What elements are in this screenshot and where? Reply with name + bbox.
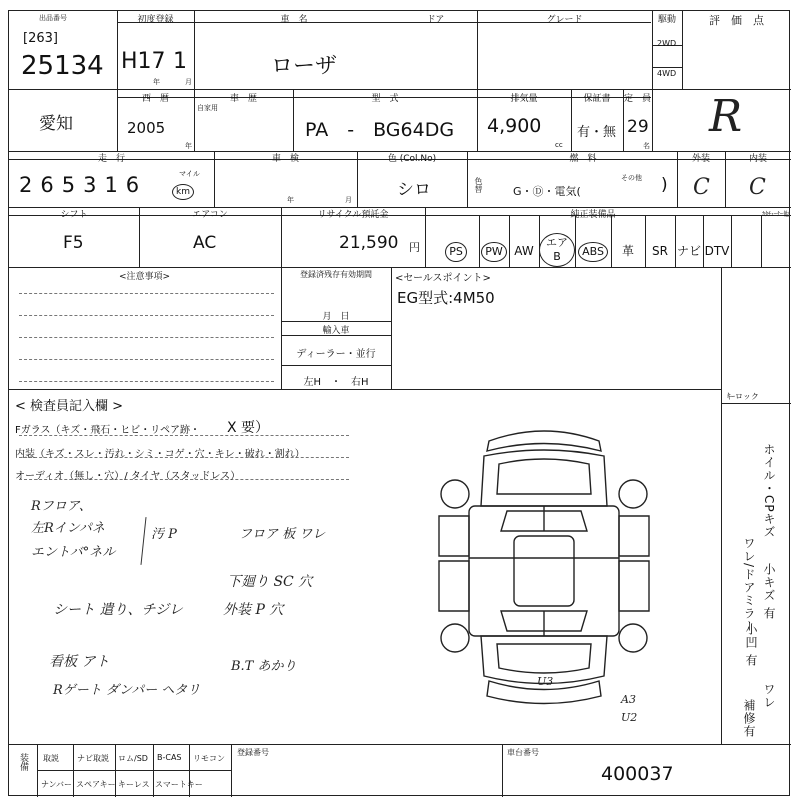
year-value: 2005 xyxy=(127,119,166,137)
mileage-label: 走 行 xyxy=(97,154,125,164)
hand-note: 外装 P 穴 xyxy=(223,602,284,618)
bottom-item: リモコン xyxy=(193,754,225,763)
divider xyxy=(231,744,232,797)
hand-note: 左Rインパネ xyxy=(31,521,105,536)
dashed-line xyxy=(19,359,274,360)
shaken-month: 月 xyxy=(345,196,352,204)
name-label: 車 名 xyxy=(280,15,308,25)
bottom-item: キーレス xyxy=(118,780,150,789)
divider xyxy=(761,215,762,267)
reg-number-label: 登録番号 xyxy=(237,748,269,757)
reg-era: H17 xyxy=(121,49,166,74)
reg-label: 初度登録 xyxy=(137,15,174,25)
legend-item: ワレ/ドアミラー xyxy=(742,537,756,634)
year-unit: 年 xyxy=(185,142,192,150)
shaken-year: 年 xyxy=(287,196,294,204)
inspection-label: 車 歴 xyxy=(229,94,257,104)
recycle-label: リサイクル預託金 xyxy=(317,210,389,220)
divider xyxy=(731,215,732,267)
hand-note: Rフロア、 xyxy=(31,499,92,514)
wheel-fr xyxy=(619,480,647,508)
warranty-value: 有・無 xyxy=(577,125,617,140)
car-diagram xyxy=(429,406,659,716)
legend-item: ホイル・CPキズ xyxy=(762,443,776,539)
bottom-item: ロム/SD xyxy=(118,754,148,763)
hand-note: 汚 P xyxy=(151,527,177,542)
recycle-unit: 円 xyxy=(409,241,420,254)
bottom-item: スペアキー xyxy=(76,780,116,789)
divider xyxy=(477,11,478,151)
region: 愛知 xyxy=(39,114,73,134)
hand-note: フロア 板 ワレ xyxy=(239,527,326,542)
divider xyxy=(721,403,791,404)
displacement-value: 4,900 xyxy=(487,115,542,137)
equipment-item: 革 xyxy=(621,244,634,258)
interior-value: C xyxy=(749,175,766,200)
divider xyxy=(9,89,791,90)
inspector-line2: 内装（キズ・スレ・汚れ・シミ・コゲ・穴・キレ・破れ・割れ） xyxy=(15,449,305,460)
equipment-item: ABS xyxy=(575,233,611,269)
drive-label: 駆動 xyxy=(657,15,676,25)
caution-label: <注意事項> xyxy=(119,272,171,282)
mileage-value: 265316 xyxy=(19,173,148,197)
hand-note: シート 遣り、チジレ xyxy=(53,602,183,618)
auction-sheet xyxy=(8,10,790,796)
lot-label: 出品番号 xyxy=(39,14,67,22)
equipment-item: PW xyxy=(479,233,509,269)
reg-unit-year: 年 xyxy=(153,78,160,86)
capacity-value: 29 xyxy=(627,117,649,137)
model-label: 型 式 xyxy=(371,94,399,104)
km-badge: km xyxy=(172,179,194,200)
color-value: シロ xyxy=(397,180,431,200)
fuel-value: G・Ⓓ・電気( xyxy=(513,185,581,198)
equipment-item: SR xyxy=(652,244,668,258)
divider xyxy=(37,770,231,771)
car-name: ローザ xyxy=(271,54,338,79)
import-label: 輸入車 xyxy=(322,326,350,336)
ac-value: AC xyxy=(193,233,217,253)
front-bumper xyxy=(487,431,601,451)
divider xyxy=(9,389,721,390)
bottom-item: ナビ取説 xyxy=(77,754,109,763)
mileage-unit-top: マイル xyxy=(179,170,200,178)
equipment-item: AW xyxy=(514,244,534,258)
capacity-unit: 名 xyxy=(643,142,650,150)
legend-item: 補修有 xyxy=(742,699,756,738)
recycle-value: 21,590 xyxy=(339,233,399,253)
handle-label: 左H ・ 右H xyxy=(303,377,369,388)
reg-month: 1 xyxy=(173,49,187,74)
legend-item: ワレ xyxy=(762,683,776,709)
fuel-other-label: その他 xyxy=(621,174,642,182)
cat-label: ｶﾀﾁｭｰﾅｰ他 xyxy=(762,211,790,218)
door-label: ドア xyxy=(426,15,445,25)
displacement-label: 排気量 xyxy=(510,94,538,104)
fuel-close: ) xyxy=(661,175,668,195)
chassis-value: 400037 xyxy=(601,763,674,785)
lot-number: 25134 xyxy=(21,51,104,81)
rear-window xyxy=(497,644,591,673)
roof xyxy=(514,536,574,606)
diagram-mark: U2 xyxy=(621,711,638,724)
divider xyxy=(652,67,682,68)
wheel-fl xyxy=(441,480,469,508)
chassis-label: 車台番号 xyxy=(507,748,539,757)
rear-bumper xyxy=(487,681,601,704)
divider xyxy=(9,744,791,745)
interior-label: 内装 xyxy=(748,154,767,164)
bottom-item: B-CAS xyxy=(157,753,182,762)
lot-sub: [263] xyxy=(23,31,58,46)
bottom-item: スマートキー xyxy=(155,780,203,789)
inspector-line3: オーディオ（無し・穴）/ タイヤ（スタッドレス） xyxy=(15,471,241,482)
equipment-label: 純正装備品 xyxy=(570,210,616,220)
sales-value: EG型式:4M50 xyxy=(397,289,495,307)
dashed-line xyxy=(19,315,274,316)
equipment-item: PS xyxy=(433,233,479,269)
legend-item: 小キズ 有 xyxy=(762,563,776,620)
door-fr xyxy=(619,516,649,556)
divider xyxy=(281,365,391,366)
warranty-label: 保証書 xyxy=(583,94,611,104)
bottom-item: 取説 xyxy=(43,754,59,763)
equipment-item: ナビ xyxy=(676,244,701,258)
exterior-label: 外装 xyxy=(691,154,710,164)
hand-note: 看板 アト xyxy=(49,654,110,670)
reg-unit-month: 月 xyxy=(185,78,192,86)
shift-label: シフト xyxy=(60,210,88,220)
divider xyxy=(652,11,653,151)
grade-label: グレード xyxy=(546,15,583,25)
drive-2wd: 2WD xyxy=(657,39,677,48)
door-rl xyxy=(439,561,469,611)
wheel-rl xyxy=(441,624,469,652)
divider xyxy=(391,267,392,389)
hand-note: 下廻り SC 穴 xyxy=(227,574,313,590)
shaken-label: 車 検 xyxy=(271,154,299,164)
equipment-item: エアB xyxy=(539,233,575,269)
windshield xyxy=(497,459,591,494)
exterior-value: C xyxy=(693,175,710,200)
color-change-label: 色替 xyxy=(474,177,483,193)
year-label: 西 暦 xyxy=(141,94,169,104)
model-value: PA - BG64DG xyxy=(305,119,455,141)
capacity-label: 定 員 xyxy=(623,94,651,104)
hand-note: B.T あかり xyxy=(231,659,297,674)
dealer-label: ディーラー・並行 xyxy=(296,349,376,360)
shaken-expiry-label: 登録済残存有効期間 xyxy=(300,270,372,279)
hand-note: Rゲート ダンパー ヘタリ xyxy=(53,683,201,698)
bottom-side-label: 装備 xyxy=(18,753,28,771)
shift-value: F5 xyxy=(63,233,84,253)
fuel-label: 燃 料 xyxy=(569,154,597,164)
inspector-line1: Fガラス（キズ・飛石・ヒビ・リペア跡・ xyxy=(15,425,201,436)
displacement-unit: cc xyxy=(555,141,563,149)
diagram-mark: U3 xyxy=(537,675,554,688)
dashed-line xyxy=(19,337,274,338)
score-label: 評 価 点 xyxy=(709,14,764,27)
dashed-line xyxy=(19,293,274,294)
door-rr xyxy=(619,561,649,611)
drive-4wd: 4WD xyxy=(657,69,677,78)
bracket-mark xyxy=(140,517,146,565)
legend-item: 小凹 有 xyxy=(744,623,758,667)
sales-label: <セールスポイント> xyxy=(395,273,491,284)
inspector-title: < 検査員記入欄 > xyxy=(15,399,124,414)
month-label: 月 日 xyxy=(322,312,350,322)
divider xyxy=(117,11,118,151)
rear-body xyxy=(481,636,607,684)
inspector-line1-tail: X 要） xyxy=(227,420,270,436)
bottom-item: ナンバー xyxy=(41,780,73,789)
hand-note: エントバ°ネル xyxy=(31,545,116,560)
keylock-label: ｷｰロック xyxy=(727,392,759,401)
divider xyxy=(502,744,503,797)
door-fl xyxy=(439,516,469,556)
equipment-item: DTV xyxy=(704,244,730,258)
divider xyxy=(721,267,722,744)
color-label: 色 (Col.No) xyxy=(387,154,437,164)
ac-label: エアコン xyxy=(192,210,228,220)
dashed-line xyxy=(19,381,274,382)
inspection-sub: 自家用 xyxy=(197,104,218,112)
divider xyxy=(467,151,468,207)
wheel-rr xyxy=(619,624,647,652)
score-value: R xyxy=(709,91,743,142)
diagram-mark: A3 xyxy=(621,693,636,706)
